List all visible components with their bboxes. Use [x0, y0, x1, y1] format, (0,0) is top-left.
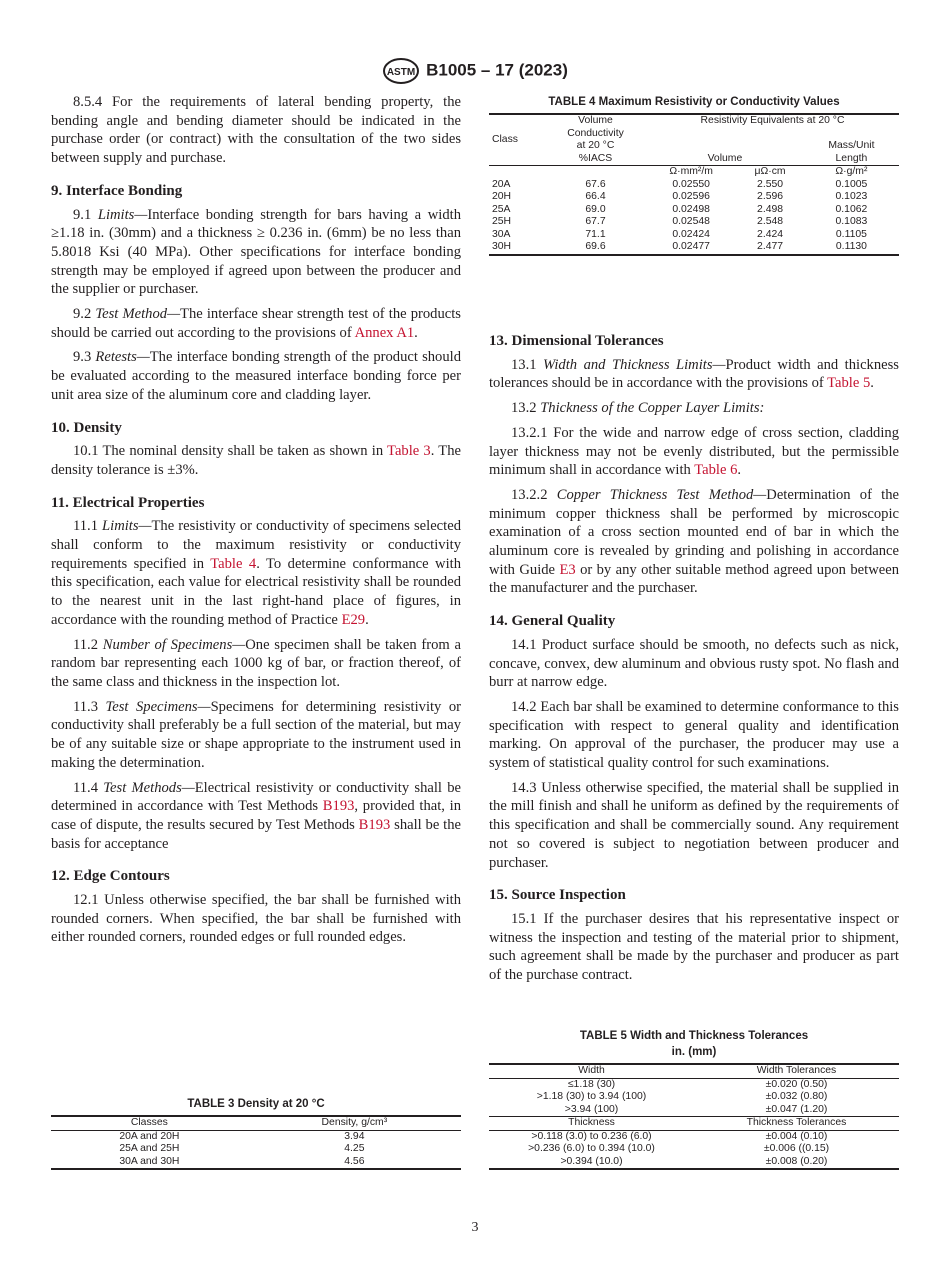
cross-reference-link[interactable]: Table 3 [387, 443, 431, 460]
paragraph-text: 11. Electrical Properties [51, 494, 205, 511]
paragraph-text: 10.1 The nominal density shall be taken as shown in [73, 443, 388, 460]
column-header: Width Tolerances [756, 1065, 837, 1076]
paragraph-text: . [365, 611, 369, 628]
table-row [489, 191, 899, 204]
table-cell: 20H [492, 191, 512, 202]
paragraph [489, 399, 899, 418]
paragraph-text: 9. Interface Bonding [51, 182, 183, 199]
table-cell: 0.02596 [672, 191, 710, 202]
paragraph [489, 636, 899, 692]
table-row [489, 1130, 899, 1143]
column-header: Volume [707, 152, 743, 164]
table-cell: 0.02548 [672, 216, 710, 227]
paragraph [51, 93, 461, 168]
left-column [51, 93, 461, 953]
column-header: Classes [130, 1117, 168, 1128]
section-heading [51, 867, 461, 886]
subsection-title: Limits— [97, 206, 148, 223]
table-cell: 2.477 [757, 241, 784, 252]
right-column [489, 318, 899, 991]
table-subcaption: in. (mm) [671, 1046, 717, 1058]
section-heading [51, 182, 461, 201]
paragraph-text: 11.1 [73, 518, 103, 535]
paragraph [489, 698, 899, 773]
subsection-title: Test Specimens— [105, 698, 211, 715]
column-header: Volume [578, 115, 613, 126]
paragraph-text: 15. Source Inspection [489, 887, 626, 904]
column-header: Resistivity Equivalents at 20 °C [700, 115, 845, 126]
paragraph-text: Specimens for determining resistivity or conductivity shall preferably be a full section of the material, but may be of any suitable size or shape appropriate to the instrument used in making the determination. [51, 698, 462, 771]
paragraph [51, 206, 461, 300]
paragraph-text: 9.3 [73, 349, 96, 366]
table-cell: 0.1105 [835, 228, 867, 240]
table-cell: >1.18 (30) to 3.94 (100) [536, 1091, 647, 1102]
svg-text:ASTM: ASTM [386, 67, 416, 78]
paragraph-text: 13.2.1 For the wide and narrow edge of cross section, cladding layer thickness may not be evenly distributed, but the permissible minimum shall in accordance with [489, 424, 899, 479]
table-cell: 2.424 [757, 228, 784, 240]
paragraph [51, 517, 461, 629]
astm-logo-icon [382, 58, 420, 84]
subsection-title: Copper Thickness Test Method— [556, 486, 767, 503]
subsection-title: Test Methods— [103, 779, 195, 796]
paragraph-text: . To determine conformance with this specification, each value for electrical resistivity shall be rounded to the nearest unit in the last right-hand place of figures, in accordance with the rounding method of Practice [51, 555, 461, 628]
paragraph [489, 356, 899, 393]
cross-reference-link[interactable]: Table 4 [210, 555, 257, 572]
subsection-title: Width and Thickness Limits— [543, 356, 726, 373]
section-heading [51, 419, 461, 438]
paragraph [489, 424, 899, 480]
paragraph-text: Product width and thickness tolerances should be in accordance with the provisions of [489, 356, 899, 392]
subsection-title: Limits— [102, 518, 152, 535]
table-cell: 0.1005 [835, 178, 868, 190]
paragraph [51, 779, 461, 854]
paragraph-text: 9.2 [73, 306, 96, 323]
cross-reference-link[interactable]: B193 [358, 816, 391, 833]
table-cell: ±0.020 (0.50) [765, 1078, 828, 1090]
column-header: Thickness [568, 1117, 615, 1128]
column-header: Width [578, 1065, 605, 1076]
table-cell: 2.550 [757, 178, 784, 190]
table-row [489, 241, 899, 255]
paragraph-text: Interface bonding strength for bars having a width ≥1.18 in. (30mm) and a thickness ≥ 0.236 in. (6mm) be no less than 5.8018 Ksi (40 MPa). Other specifications for interface bonding strength may be employed if agreed upon between the producer and the supplier or purchaser. [51, 206, 461, 298]
column-header: at 20 °C [576, 140, 615, 151]
table-cell: 3.94 [344, 1130, 365, 1142]
column-header: %IACS [578, 152, 613, 164]
table-cell: 2.498 [757, 203, 784, 215]
table-cell: 0.02498 [672, 203, 710, 215]
paragraph-text: Electrical resistivity or conductivity shall be determined in accordance with Test Methods [51, 779, 462, 815]
cross-reference-link[interactable]: B193 [322, 798, 355, 815]
paragraph-text: Determination of the minimum copper thickness shall be performed by microscopic examination of a cross section mounted end of bar in which the aluminum core is revealed by grinding and polishing in accordance with Guide [489, 486, 900, 578]
table-cell: 20A [492, 178, 511, 190]
section-heading [489, 886, 899, 905]
paragraph [51, 636, 461, 692]
paragraph-text: One specimen shall be taken from a random bar representing each 1000 kg of bar, or fraction thereof, of the same class and thickness in the inspection lot. [51, 636, 461, 690]
subsection-title: Test Method— [95, 306, 181, 323]
paragraph-text: 14. General Quality [489, 613, 616, 630]
paragraph-text: . The density tolerance is ±3%. [51, 443, 461, 478]
table-row [489, 1078, 899, 1091]
table-row [51, 1130, 461, 1143]
table-cell: 66.4 [585, 191, 606, 202]
unit-label: Ω·mm²/m [669, 166, 713, 177]
table-row [489, 216, 899, 229]
table-row [489, 204, 899, 217]
table-row [489, 229, 899, 242]
table-cell: 30A [492, 228, 511, 240]
table-cell: >3.94 (100) [564, 1103, 619, 1115]
column-header: Length [835, 152, 868, 164]
table-caption: TABLE 5 Width and Thickness Tolerances [579, 1030, 809, 1042]
table-row [489, 1156, 899, 1170]
paragraph-text: 13. Dimensional Tolerances [489, 333, 664, 349]
table-4 [489, 95, 899, 256]
table-row [51, 1156, 461, 1170]
table-cell: ≤1.18 (30) [567, 1078, 616, 1090]
table-cell: 67.7 [585, 216, 606, 227]
paragraph-text: . [870, 375, 874, 392]
paragraph-text: , provided that, in case of dispute, the results secured by Test Methods [51, 798, 461, 833]
paragraph-text: 14.3 Unless otherwise specified, the material shall be supplied in the mill finish and shall he uniform as defined by the requirements of this specification and shall be commercially sound. Any requirement not so covered is subject to negotiation between producer and purchaser. [489, 779, 899, 871]
paragraph-text: 13.1 [511, 356, 544, 373]
table-cell: 2.596 [757, 191, 784, 202]
table-cell: 20A and 20H [119, 1130, 180, 1142]
document-designation: B1005 – 17 (2023) [426, 60, 568, 80]
table-cell: 69.0 [585, 203, 606, 215]
subsection-title: Number of Specimens— [102, 636, 246, 653]
table-cell: 0.1130 [835, 241, 867, 252]
paragraph-text: The interface bonding strength of the product should be evaluated according to the measured interface bonding force per unit area size of the aluminum core and cladding layer. [51, 349, 462, 403]
cross-reference-link[interactable]: E29 [341, 611, 366, 628]
table-cell: 69.6 [585, 241, 606, 252]
table-row [489, 1104, 899, 1117]
paragraph-text: or by any other suitable method agreed upon between the manufacturer and the purchaser. [489, 561, 899, 597]
paragraph-text: shall be the basis for acceptance [51, 816, 461, 852]
table-cell: 4.56 [344, 1155, 365, 1167]
paragraph-text: 12.1 Unless otherwise specified, the bar shall be furnished with rounded corners. When specified, the bar shall be furnished with either rounded corners, rounded edges or full rounded edges. [51, 892, 461, 946]
paragraph-text: . [737, 462, 742, 479]
cross-reference-link[interactable]: Table 5 [827, 375, 871, 392]
table-cell: 0.02477 [672, 241, 710, 252]
paragraph [489, 910, 899, 985]
subsection-title: Thickness of the Copper Layer Limits: [540, 400, 765, 417]
table-cell: 0.02550 [672, 178, 710, 190]
table-row [489, 1091, 899, 1104]
paragraph-text: 10. Density [51, 419, 122, 436]
table-cell: ±0.008 (0.20) [765, 1155, 828, 1167]
table-cell: 30H [492, 241, 512, 252]
table-row [51, 1143, 461, 1156]
paragraph-text: 14.1 Product surface should be smooth, no defects such as nick, concave, convex, dew aluminum and obvious rusty spot. No flash and burr at narrow edge. [489, 636, 899, 691]
column-header: Density, g/cm³ [321, 1117, 388, 1128]
column-header: Thickness Tolerances [746, 1117, 847, 1128]
table-cell: ±0.006 ((0.15) [763, 1143, 830, 1154]
section-heading [51, 494, 461, 513]
paragraph-text: . [414, 324, 418, 341]
column-header: Mass/Unit [828, 140, 875, 151]
table-cell: 4.25 [344, 1143, 365, 1154]
paragraph [489, 779, 899, 873]
paragraph-text: 11.2 [73, 636, 103, 653]
table-5 [489, 1029, 899, 1170]
table-cell: 25A and 25H [119, 1143, 180, 1154]
table-cell: ±0.004 (0.10) [765, 1130, 828, 1142]
paragraph-text: 11.4 [73, 779, 104, 796]
table-cell: >0.236 (6.0) to 0.394 (10.0) [528, 1143, 655, 1154]
table-cell: 25A [492, 203, 511, 215]
table-cell: >0.394 (10.0) [560, 1155, 623, 1167]
table-cell: 67.6 [585, 178, 606, 190]
table-cell: >0.118 (3.0) to 0.236 (6.0) [531, 1130, 652, 1142]
paragraph-text: 15.1 If the purchaser desires that his representative inspect or witness the inspection and testing of the material prior to shipment, such agreement shall be made by the purchaser and producer as part of the purchase contract. [489, 910, 899, 984]
cross-reference-link[interactable]: Table 6 [694, 462, 738, 479]
table-caption: TABLE 4 Maximum Resistivity or Conductivity Values [548, 96, 840, 108]
cross-reference-link[interactable]: E3 [559, 561, 576, 578]
subsection-title: Retests— [95, 349, 150, 366]
paragraph [51, 442, 461, 479]
table-cell: ±0.047 (1.20) [765, 1103, 828, 1115]
unit-label: μΩ·cm [754, 166, 786, 177]
paragraph-text: 8.5.4 For the requirements of lateral bending property, the bending angle and bending diameter should be indicated in the purchase order (or contract) with the consultation of the two sides between supply and purchase. [51, 94, 461, 167]
paragraph-text: 11.3 [73, 698, 106, 715]
table-3 [51, 1097, 461, 1170]
paragraph-text: 9.1 [73, 206, 98, 223]
paragraph [51, 305, 461, 342]
table-cell: ±0.032 (0.80) [765, 1091, 828, 1102]
paragraph [489, 486, 899, 598]
section-heading [489, 332, 899, 351]
table-cell: 2.548 [757, 216, 784, 227]
table-cell: 0.02424 [672, 228, 710, 240]
page-number: 3 [471, 1220, 479, 1235]
paragraph-text: The resistivity or conductivity of specimens selected shall conform to the maximum resistivity or conductivity requirements specified in [51, 518, 461, 572]
table-cell: 0.1023 [835, 191, 868, 202]
table-row [489, 179, 899, 192]
unit-label: Ω·g/m² [835, 166, 868, 177]
paragraph-text: 12. Edge Contours [51, 868, 170, 885]
paragraph [51, 891, 461, 947]
column-header: Class [492, 133, 518, 145]
paragraph-text: 13.2.2 [511, 486, 557, 503]
paragraph [51, 698, 461, 773]
paragraph-text: 14.2 Each bar shall be examined to determine conformance to this specification with respect to general quality and identification marking. On approval of the purchaser, the producer may use a system of statistical quality control for such examinations. [489, 698, 899, 772]
table-caption: TABLE 3 Density at 20 °C [187, 1098, 325, 1110]
table-cell: 71.1 [585, 228, 606, 240]
page-header [0, 58, 950, 84]
column-header: Conductivity [567, 127, 624, 139]
table-cell: 0.1062 [835, 203, 868, 215]
paragraph [51, 348, 461, 404]
paragraph-text: The interface shear strength test of the products should be carried out according to the provisions of [51, 306, 461, 341]
table-cell: 25H [492, 216, 512, 227]
table-row [489, 1143, 899, 1156]
table-cell: 0.1083 [835, 216, 868, 227]
table-cell: 30A and 30H [119, 1155, 180, 1167]
paragraph-text: 13.2 [511, 400, 541, 417]
cross-reference-link[interactable]: Annex A1 [354, 324, 415, 341]
section-heading [489, 612, 899, 631]
